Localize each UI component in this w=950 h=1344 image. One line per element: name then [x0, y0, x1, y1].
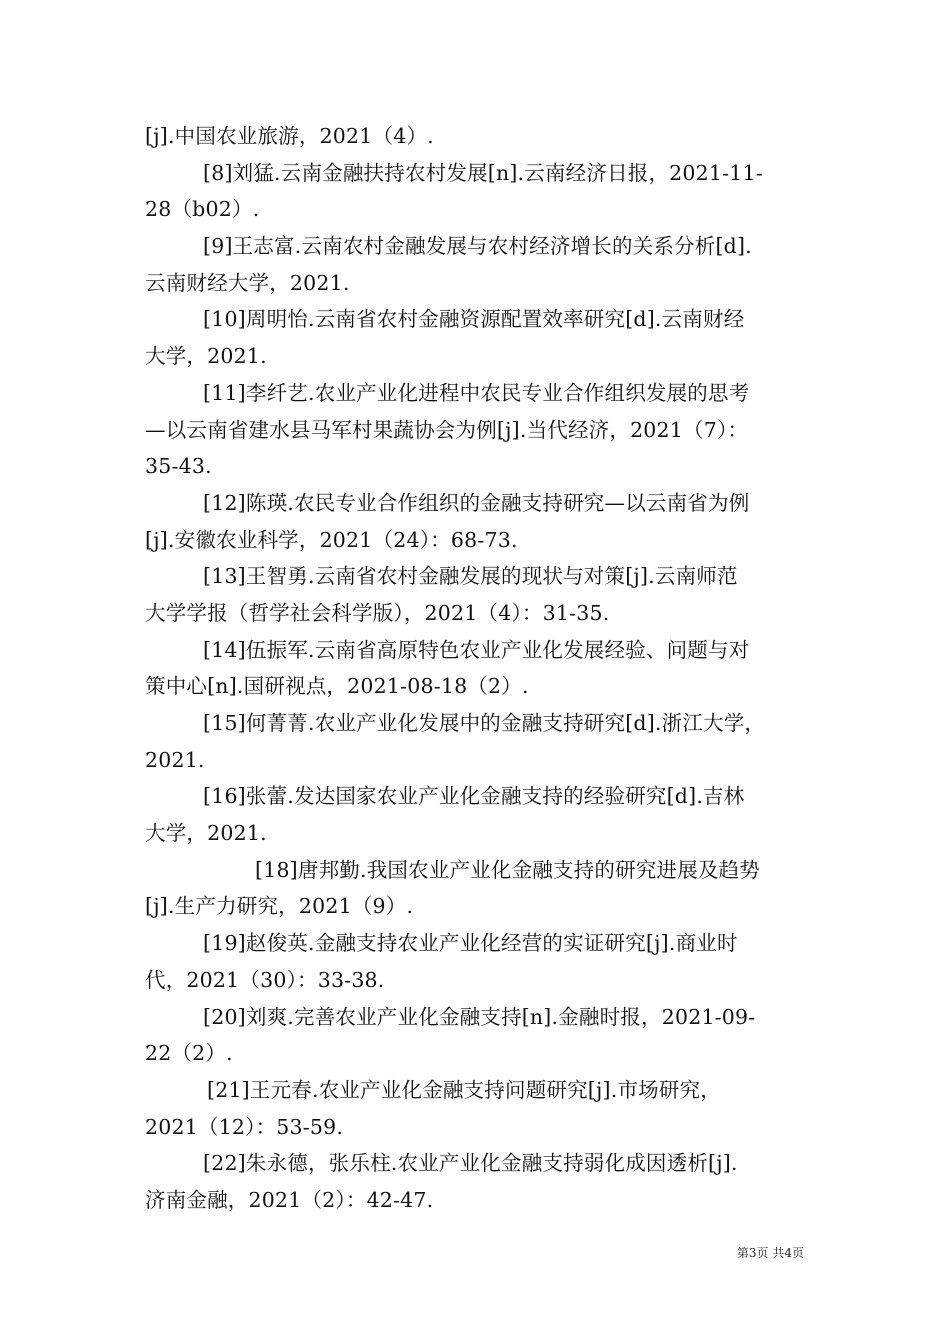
reference-line: 策中心[n].国研视点，2021-08-18（2）.	[145, 674, 529, 699]
reference-line: 2021（12）：53-59.	[145, 1114, 344, 1139]
reference-line: 35-43.	[145, 454, 212, 479]
reference-line: —以云南省建水县马军村果蔬协会为例[j].当代经济，2021（7）：	[145, 417, 749, 442]
reference-line: 济南金融，2021（2）：42-47.	[145, 1187, 434, 1212]
reference-line: 2021.	[145, 747, 205, 772]
reference-list	[145, 118, 810, 1219]
reference-line: [20]刘爽.完善农业产业化金融支持[n].金融时报，2021-09-	[203, 1004, 756, 1029]
reference-line: [8]刘猛.云南金融扶持农村发展[n].云南经济日报，2021-11-	[203, 160, 763, 185]
reference-line: [18]唐邦勤.我国农业产业化金融支持的研究进展及趋势	[255, 857, 760, 882]
reference-line: [j].中国农业旅游，2021（4）.	[145, 124, 434, 148]
reference-line: [16]张蕾.发达国家农业产业化金融支持的经验研究[d].吉林	[203, 784, 745, 809]
reference-line: [j].安徽农业科学，2021（24）：68-73.	[145, 527, 518, 552]
reference-line: [10]周明怡.云南省农村金融资源配置效率研究[d].云南财经	[203, 307, 745, 332]
reference-line: 云南财经大学，2021.	[145, 270, 350, 295]
page-number: 第3页 共4页	[736, 1246, 804, 1260]
reference-line: [14]伍振军.云南省高原特色农业产业化发展经验、问题与对	[203, 637, 750, 662]
reference-line: [j].生产力研究，2021（9）.	[145, 894, 414, 919]
reference-line: 28（b02）.	[145, 197, 260, 222]
reference-line: 22（2）.	[145, 1041, 233, 1066]
reference-line: 大学，2021.	[145, 344, 267, 369]
reference-line: [11]李纤艺.农业产业化进程中农民专业合作组织发展的思考	[203, 380, 750, 405]
reference-line: [19]赵俊英.金融支持农业产业化经营的实证研究[j].商业时	[203, 931, 738, 956]
reference-line: [13]王智勇.云南省农村金融发展的现状与对策[j].云南师范	[203, 564, 738, 589]
reference-line: 代，2021（30）：33-38.	[145, 967, 385, 992]
reference-line: [12]陈瑛.农民专业合作组织的金融支持研究—以云南省为例	[203, 490, 750, 515]
reference-line: [15]何菁菁.农业产业化发展中的金融支持研究[d].浙江大学，	[203, 711, 766, 735]
reference-line: [22]朱永德，张乐柱.农业产业化金融支持弱化成因透析[j].	[203, 1151, 738, 1176]
reference-line: 大学学报（哲学社会科学版），2021（4）：31-35.	[145, 600, 610, 625]
reference-line: [9]王志富.云南农村金融发展与农村经济增长的关系分析[d].	[203, 234, 752, 259]
reference-line: [21]王元春.农业产业化金融支持问题研究[j].市场研究，	[207, 1077, 721, 1102]
reference-line: 大学，2021.	[145, 821, 267, 846]
